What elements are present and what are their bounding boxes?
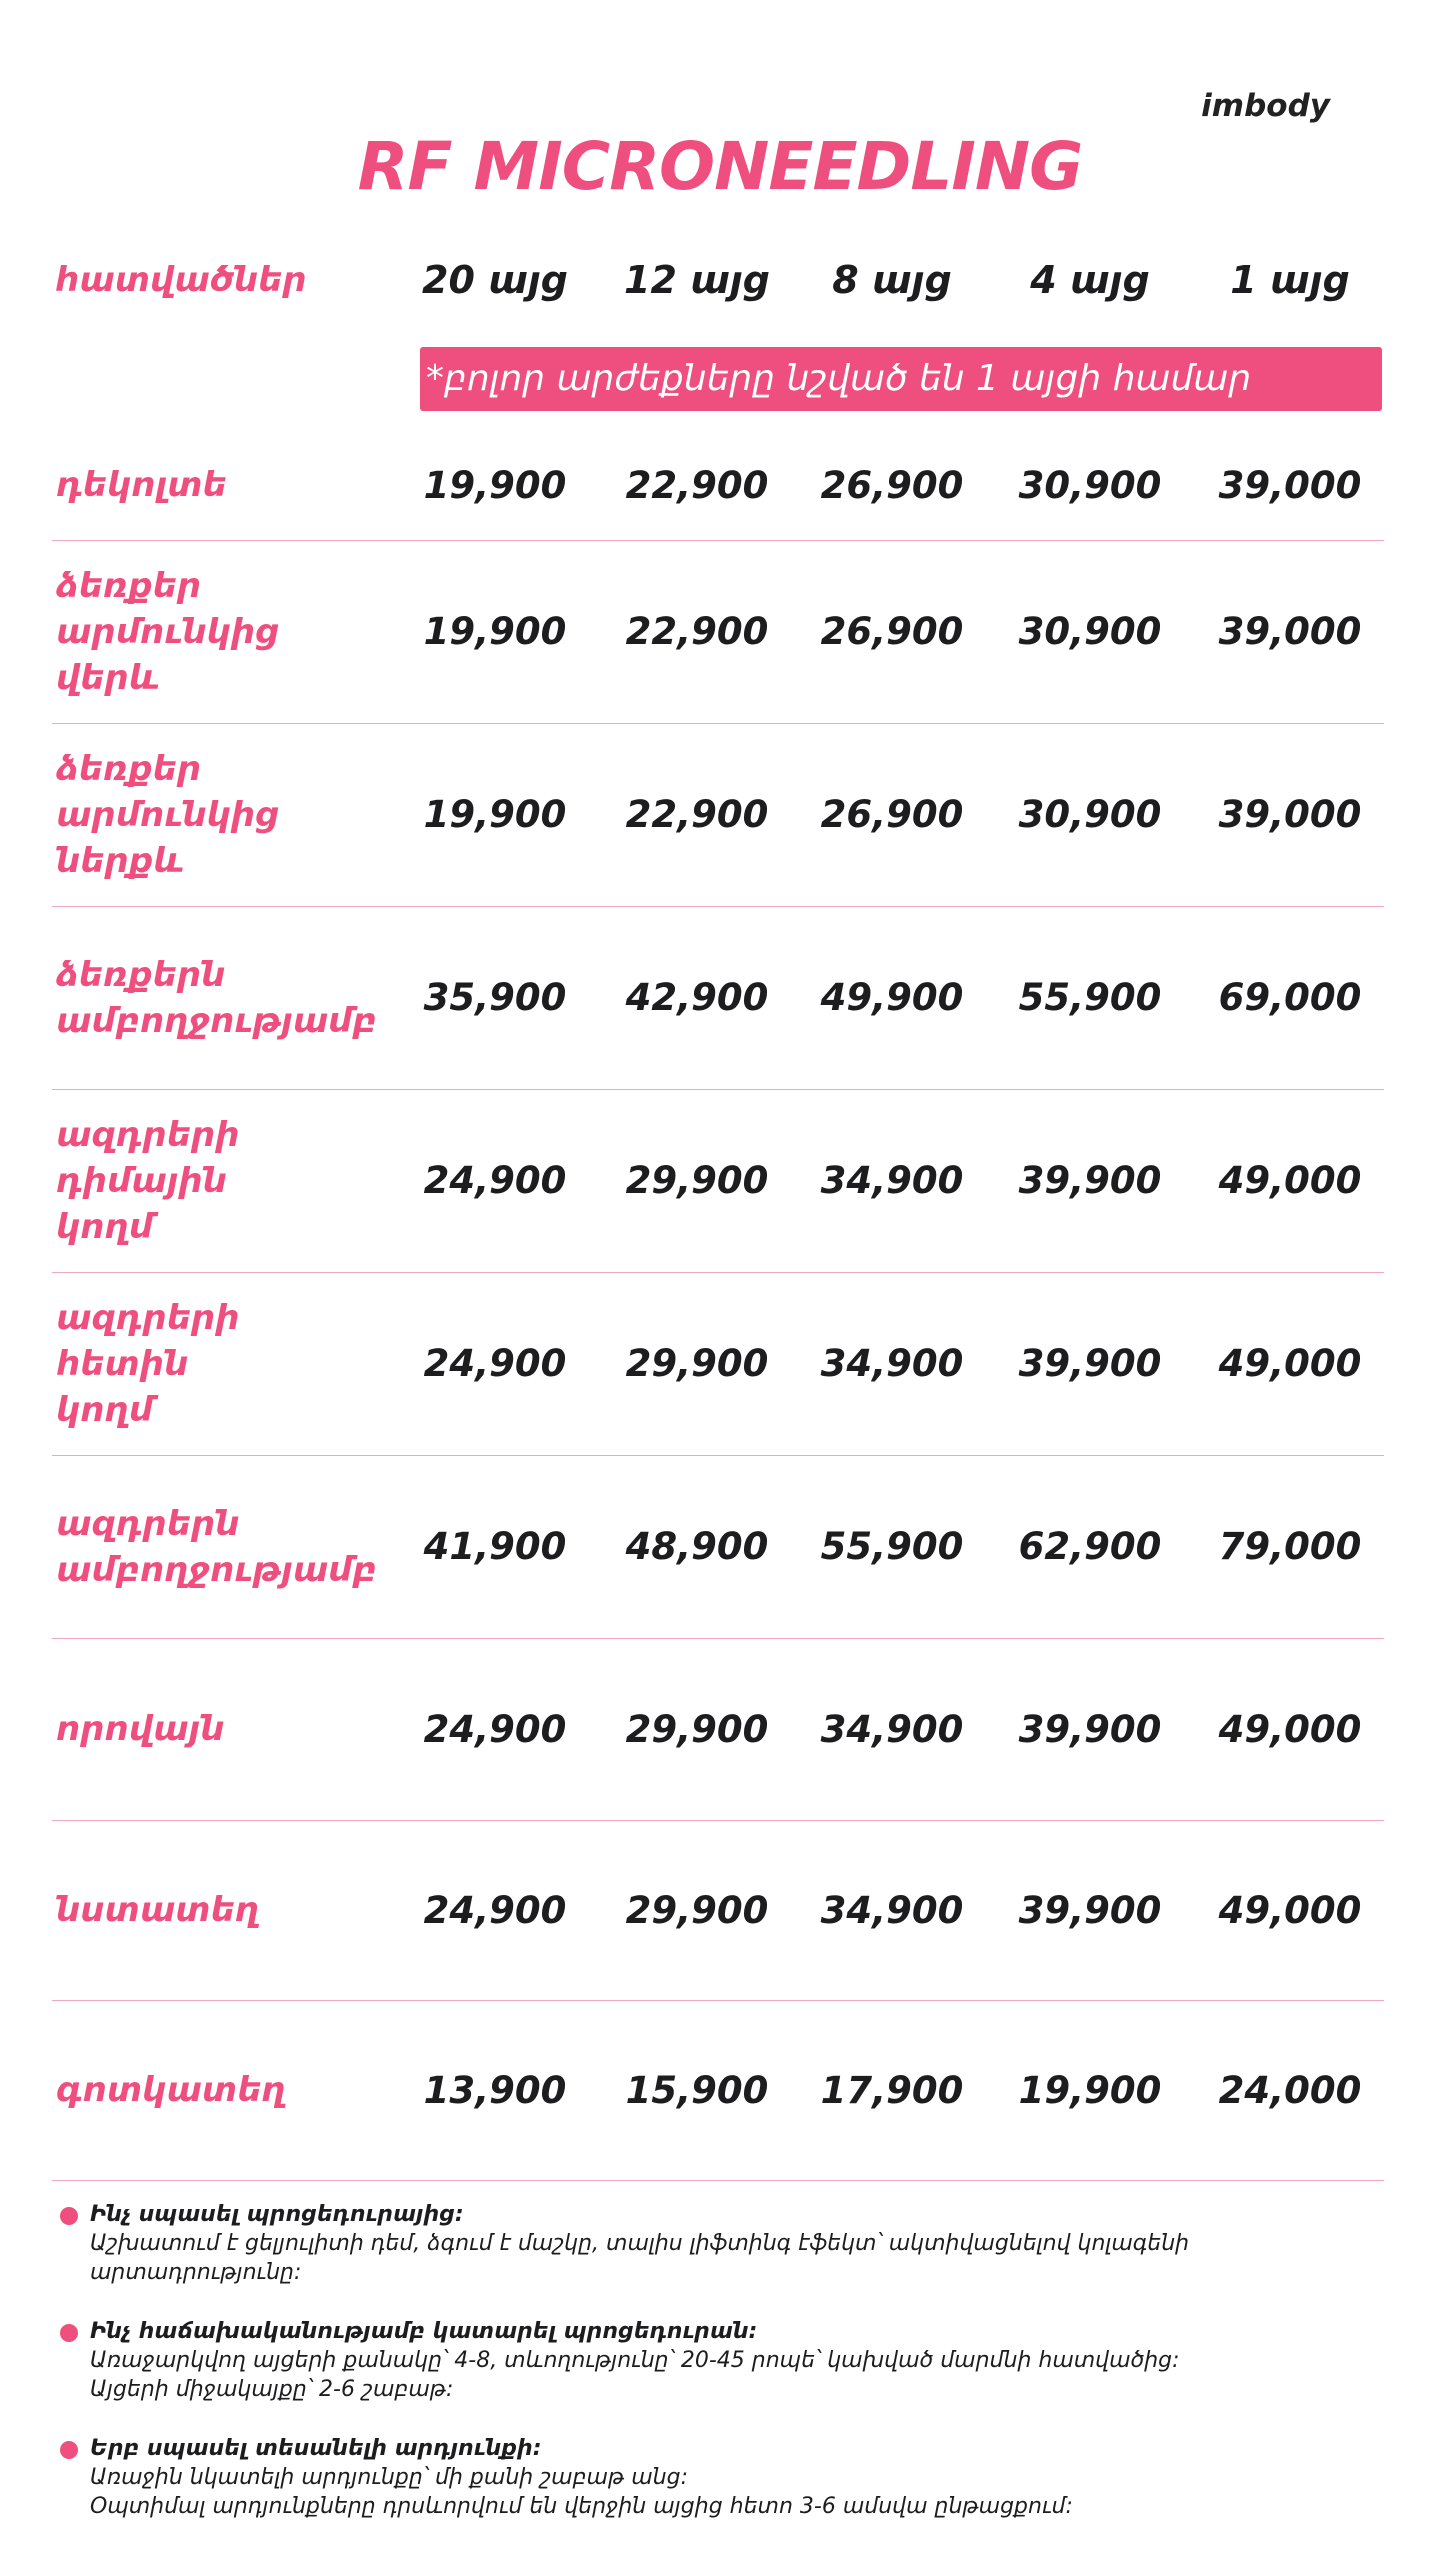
price-cell: 22,900 bbox=[625, 463, 769, 507]
bullet-dot-icon bbox=[60, 2441, 78, 2459]
price-cell: 13,900 bbox=[423, 2068, 567, 2112]
column-header-1-session: 1 այց bbox=[1230, 258, 1350, 302]
page-title: RF MICRONEEDLING bbox=[357, 128, 1083, 205]
table-row bbox=[52, 723, 1384, 907]
price-cell: 55,900 bbox=[820, 1525, 964, 1568]
price-cell: 26,900 bbox=[820, 793, 964, 836]
bullet-dot-icon bbox=[60, 2207, 78, 2225]
column-header-12-sessions: 12 այց bbox=[624, 258, 770, 302]
price-cell: 15,900 bbox=[625, 2068, 769, 2112]
price-cell: 79,000 bbox=[1218, 1525, 1362, 1568]
price-cell: 62,900 bbox=[1018, 1525, 1162, 1568]
area-label: դեկոլտե bbox=[56, 465, 227, 505]
price-cell: 24,900 bbox=[423, 1707, 567, 1751]
info-text: Առաջարկվող այցերի քանակը՝ 4-8, տևողությունը՝ 20-45 րոպե՝ կախված մարմնի հատվածից: bbox=[90, 2348, 1180, 2373]
info-text: Այցերի միջակայքը՝ 2-6 շաբաթ: bbox=[90, 2377, 454, 2402]
area-label: նստատեղ bbox=[56, 1890, 260, 1930]
price-cell: 29,900 bbox=[625, 1707, 769, 1751]
info-list bbox=[58, 2200, 1388, 2551]
table-row bbox=[52, 906, 1384, 1090]
price-cell: 26,900 bbox=[820, 610, 964, 653]
price-cell: 24,900 bbox=[423, 1342, 567, 1385]
price-cell: 30,900 bbox=[1018, 463, 1162, 507]
area-label: ձեռքերն ամբողջությամբ bbox=[56, 954, 377, 1041]
price-cell: 35,900 bbox=[423, 976, 567, 1019]
price-cell: 39,000 bbox=[1218, 610, 1362, 653]
info-text: Առաջին նկատելի արդյունքը՝ մի քանի շաբաթ անց: bbox=[90, 2465, 688, 2490]
table-row bbox=[52, 2000, 1384, 2181]
price-cell: 17,900 bbox=[820, 2068, 964, 2112]
info-title: Երբ սպասել տեսանելի արդյունքի: bbox=[90, 2436, 542, 2461]
area-label: ազդրերի դիմային կողմ bbox=[56, 1114, 240, 1247]
table-row bbox=[52, 430, 1384, 541]
brand-logo: imbody bbox=[1201, 88, 1330, 124]
area-label: ազդրերի հետին կողմ bbox=[56, 1297, 240, 1430]
price-cell: 34,900 bbox=[820, 1342, 964, 1385]
price-cell: 29,900 bbox=[625, 1888, 769, 1932]
price-cell: 22,900 bbox=[625, 610, 769, 653]
info-title: Ինչ սպասել պրոցեդուրայից: bbox=[90, 2202, 464, 2227]
price-cell: 34,900 bbox=[820, 1707, 964, 1751]
price-cell: 39,000 bbox=[1218, 463, 1362, 507]
price-cell: 42,900 bbox=[625, 976, 769, 1019]
info-item bbox=[58, 2434, 1388, 2521]
price-cell: 24,900 bbox=[423, 1159, 567, 1202]
areas-column-header: հատվածներ bbox=[55, 260, 307, 300]
price-cell: 39,900 bbox=[1018, 1342, 1162, 1385]
info-item bbox=[58, 2317, 1388, 2404]
table-row bbox=[52, 1820, 1384, 2001]
price-cell: 34,900 bbox=[820, 1159, 964, 1202]
area-label: ազդրերն ամբողջությամբ bbox=[56, 1503, 377, 1590]
price-cell: 39,900 bbox=[1018, 1888, 1162, 1932]
table-row bbox=[52, 540, 1384, 724]
table-row bbox=[52, 1272, 1384, 1456]
price-cell: 26,900 bbox=[820, 463, 964, 507]
bullet-dot-icon bbox=[60, 2324, 78, 2342]
price-cell: 69,000 bbox=[1218, 976, 1362, 1019]
column-header-8-sessions: 8 այց bbox=[832, 258, 952, 302]
price-cell: 19,900 bbox=[1018, 2068, 1162, 2112]
price-cell: 49,000 bbox=[1218, 1888, 1362, 1932]
price-cell: 34,900 bbox=[820, 1888, 964, 1932]
info-title: Ինչ հաճախականությամբ կատարել պրոցեդուրան: bbox=[90, 2319, 758, 2344]
info-item bbox=[58, 2200, 1388, 2287]
price-cell: 19,900 bbox=[423, 610, 567, 653]
price-cell: 49,000 bbox=[1218, 1707, 1362, 1751]
price-cell: 39,900 bbox=[1018, 1159, 1162, 1202]
price-note-banner: *բոլոր արժեքները նշված են 1 այցի համար bbox=[420, 347, 1382, 411]
price-cell: 49,000 bbox=[1218, 1342, 1362, 1385]
price-cell: 19,900 bbox=[423, 463, 567, 507]
price-cell: 49,900 bbox=[820, 976, 964, 1019]
price-cell: 39,000 bbox=[1218, 793, 1362, 836]
info-text: Օպտիմալ արդյունքները դրսևորվում են վերջին այցից հետո 3-6 ամսվա ընթացքում: bbox=[90, 2494, 1073, 2519]
price-cell: 30,900 bbox=[1018, 793, 1162, 836]
area-label: գոտկատեղ bbox=[56, 2070, 286, 2110]
price-cell: 22,900 bbox=[625, 793, 769, 836]
area-label: ձեռքեր արմունկից վերև bbox=[56, 565, 280, 698]
price-cell: 19,900 bbox=[423, 793, 567, 836]
price-cell: 29,900 bbox=[625, 1342, 769, 1385]
price-cell: 30,900 bbox=[1018, 610, 1162, 653]
price-cell: 24,900 bbox=[423, 1888, 567, 1932]
area-label: ձեռքեր արմունկից ներքև bbox=[56, 748, 280, 881]
price-cell: 24,000 bbox=[1218, 2068, 1362, 2112]
table-row bbox=[52, 1455, 1384, 1639]
column-header-4-sessions: 4 այց bbox=[1030, 258, 1150, 302]
area-label: որովայն bbox=[56, 1709, 225, 1749]
price-cell: 49,000 bbox=[1218, 1159, 1362, 1202]
price-cell: 55,900 bbox=[1018, 976, 1162, 1019]
table-row bbox=[52, 1638, 1384, 1821]
table-row bbox=[52, 1089, 1384, 1273]
info-text: Աշխատում է ցելյուլիտի դեմ, ձգում է մաշկը, տալիս լիֆտինգ էֆեկտ՝ ակտիվացնելով կոլագենի արտադրությունը: bbox=[90, 2231, 1190, 2285]
price-cell: 48,900 bbox=[625, 1525, 769, 1568]
price-cell: 41,900 bbox=[423, 1525, 567, 1568]
price-cell: 39,900 bbox=[1018, 1707, 1162, 1751]
column-header-20-sessions: 20 այց bbox=[422, 258, 568, 302]
price-cell: 29,900 bbox=[625, 1159, 769, 1202]
